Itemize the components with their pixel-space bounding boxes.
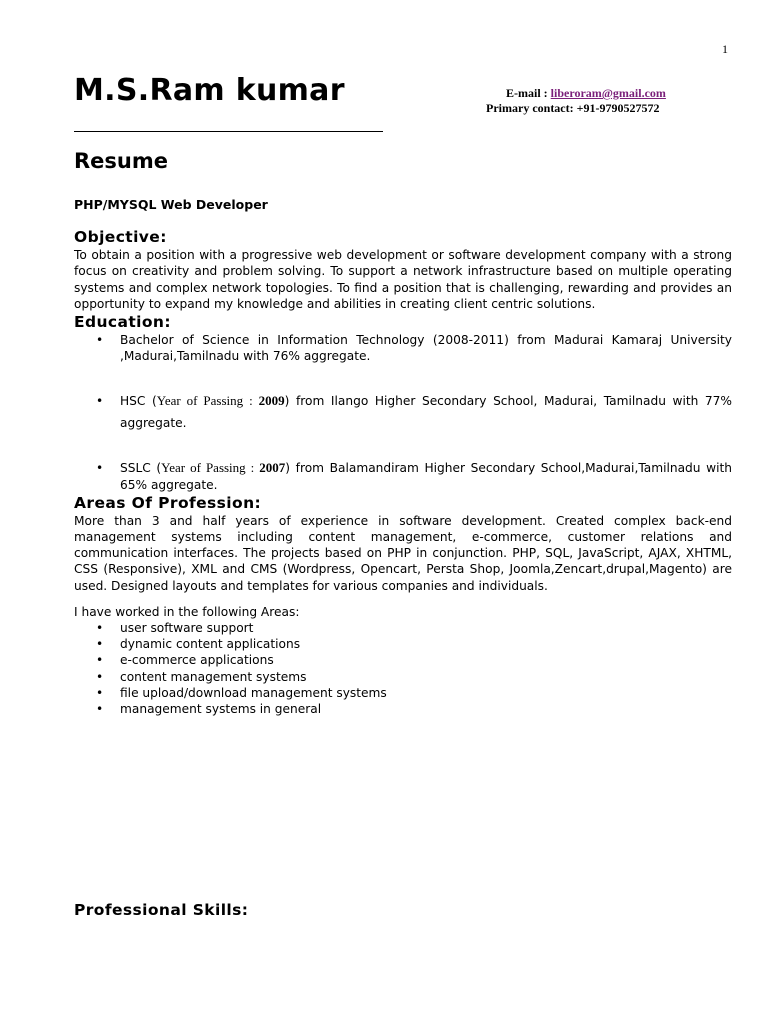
hsc-year: 2009 [258,393,285,409]
education-list [74,332,732,493]
sslc-suffix: ) from Balamandiram Higher Secondary School,Madurai,Tamilnadu with 65% aggregate. [120,461,732,492]
areas-list [74,620,732,717]
list-item: • user software support [74,620,732,636]
list-item: • file upload/download management systems [74,685,732,701]
email-link[interactable]: liberoram@gmail.com [550,86,666,100]
hsc-year-label: Year of Passing : [156,393,259,409]
degree-text: Bachelor of Science in Information Technology (2008-2011) from Madurai Kamaraj University ,Madurai,Tamilnadu with 76% aggregate. [120,333,732,364]
skills-heading: Professional Skills: [74,901,249,919]
job-role: PHP/MYSQL Web Developer [74,197,268,212]
primary-contact-line [486,101,666,116]
name-underline-rule [74,131,383,132]
email-label: E-mail : [506,86,551,100]
sslc-prefix: SSLC ( [120,461,162,476]
hsc-suffix: ) from Ilango Higher Secondary School, Madurai, Tamilnadu with 77% aggregate. [120,394,732,431]
education-heading: Education: [74,313,171,332]
resume-body [74,148,732,717]
education-item-degree [74,332,732,364]
email-line [486,86,666,101]
resume-title: Resume [74,149,168,173]
education-item-hsc [74,390,732,434]
contact-block [486,86,666,116]
primary-contact-number: +91-9790527572 [576,101,660,115]
candidate-name: M.S.Ram kumar [74,73,345,108]
list-item: • content management systems [74,669,732,685]
sslc-year: 2007 [259,460,286,476]
sslc-year-label: Year of Passing : [161,460,260,476]
list-item: • e-commerce applications [74,652,732,668]
profession-text: More than 3 and half years of experience in software development. Created complex back-end management systems including content management, e-commerce, customer relations and communication interfaces. The projects based on PHP in conjunction. PHP, SQL, JavaScript, AJAX, XHTML, CSS (Responsive), XML and CMS (Wordpress, Opencart, Persta Shop, Joomla,Zencart,drupal,Magento) are used. Designed layouts and templates for various companies and individuals. [74,513,732,593]
list-item: • management systems in general [74,701,732,717]
hsc-prefix: HSC ( [120,394,157,409]
primary-contact-label: Primary contact: [486,101,577,115]
education-item-sslc [74,460,732,492]
objective-heading: Objective: [74,228,167,247]
list-item: • dynamic content applications [74,636,732,652]
page-number: 1 [722,42,728,56]
areas-intro: I have worked in the following Areas: [74,604,300,619]
profession-heading: Areas Of Profession: [74,493,262,512]
objective-text: To obtain a position with a progressive web development or software development company with a strong focus on creativity and problem solving. To support a network infrastructure based on multiple operating systems and complex network topologies. To find a position that is challenging, rewarding and provides an opportunity to expand my knowledge and abilities in creating client centric solutions. [74,248,732,311]
